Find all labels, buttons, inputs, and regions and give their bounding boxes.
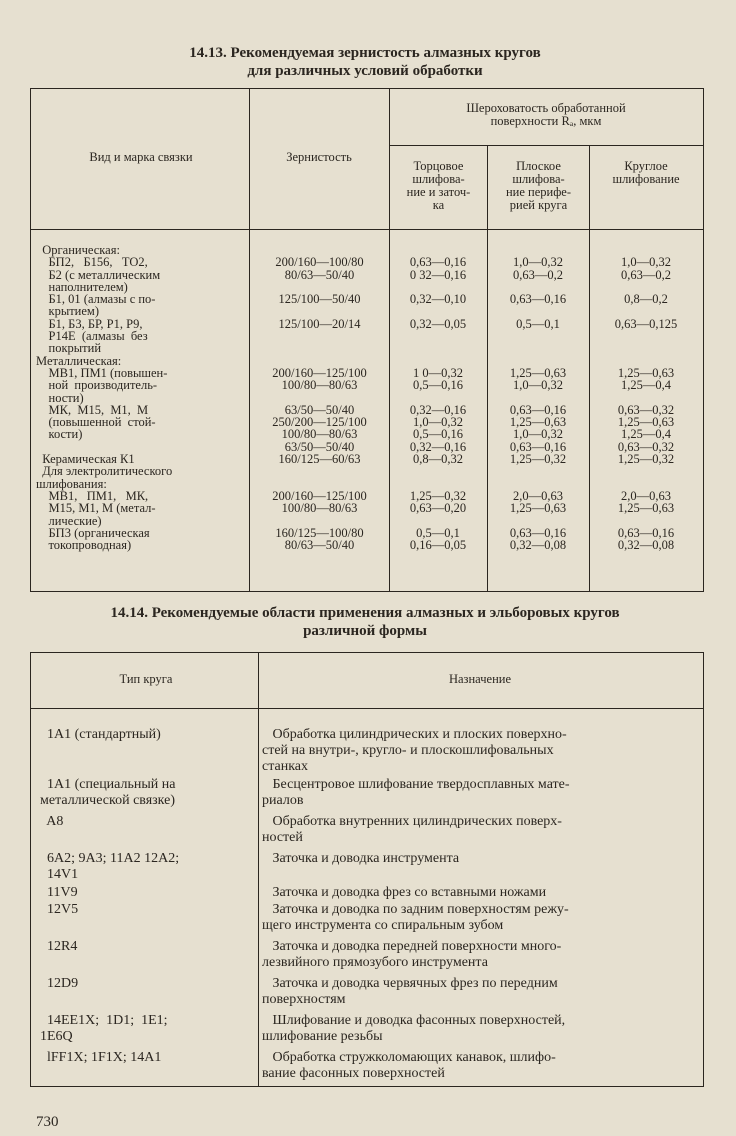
header-round: Круглое шлифование bbox=[612, 159, 680, 186]
table-row-purpose: Заточка и доводка фрез со вставными ножами bbox=[262, 885, 547, 900]
column-face: 0,63—0,16 0 32—0,16 0,32—0,10 0,32—0,05 1 0—0,32 0,5—0,16 0,32—0,16 1,0—0,32 0,5—0,16 0,32—0,16 0,8—0,32 1,25—0,32 0,63—0,20 0,5—0,1 0,16—0,05 bbox=[409, 255, 467, 553]
header-flat: Плоское шлифова- ние перифе- рией круга bbox=[505, 159, 572, 212]
table1-divider bbox=[249, 89, 250, 591]
table-row-type: 11V9 bbox=[40, 885, 78, 900]
table-row-purpose: Бесцентровое шлифование твердосплавных мате- риалов bbox=[262, 777, 570, 808]
table-row-purpose: Обработка внутренних цилиндрических поверх- ностей bbox=[262, 814, 562, 845]
table2-divider bbox=[258, 653, 259, 1086]
table1-header-rule bbox=[31, 229, 703, 230]
table-row-purpose: Обработка стружколомающих канавок, шлифо- вание фасонных поверхностей bbox=[262, 1050, 556, 1081]
table2-header-rule bbox=[31, 708, 703, 709]
table-row-type: A8 bbox=[46, 814, 64, 829]
table1-divider bbox=[389, 145, 703, 146]
table-row-type: 6A2; 9A3; 11A2 12A2; 14V1 bbox=[47, 851, 180, 882]
column-binder: Органическая: БП2, Б156, ТО2, Б2 (с металлическим наполнителем) Б1, 01 (алмазы с по- крытием) Б1, Б3, БР, Р1, Р9, Р14Е (алмазы без покрытий Металлическая: МВ1, ПМ1 (повышен- ной производитель- ности) МК, М15, М1, М (повышенной стой- кости) Керамическая К1 Для электролитического шлифования: МВ1, ПМ1, МК, М15, М1, М (метал- лические) БП3 (органическая токопроводная) bbox=[36, 243, 173, 553]
header-roughness: Шероховатость обработанной поверхности Rₐ, мкм bbox=[466, 101, 626, 128]
table-row-purpose: Заточка и доводка по задним поверхностям режу- щего инструмента со спиральным зубом bbox=[262, 902, 569, 933]
header-face: Торцовое шлифова- ние и заточ- ка bbox=[406, 159, 471, 212]
table-row-type: 1A1 (специальный на металлической связке) bbox=[40, 777, 176, 808]
table-row-type: 14EE1X; 1D1; 1E1; 1E6Q bbox=[40, 1013, 168, 1044]
table-row-type: 12D9 bbox=[47, 976, 79, 991]
table-row-purpose: Заточка и доводка передней поверхности много- лезвийного прямозубого инструмента bbox=[262, 939, 562, 970]
table1-title: 14.13. Рекомендуемая зернистость алмазных кругов для различных условий обработки bbox=[189, 45, 541, 79]
table-row-purpose: Заточка и доводка червячных фрез по передним поверхностям bbox=[262, 976, 558, 1007]
table-row-type: 1A1 (стандартный) bbox=[47, 727, 161, 742]
header-grit: Зернистость bbox=[286, 150, 352, 164]
page-number: 730 bbox=[36, 1114, 59, 1130]
header-purpose: Назначение bbox=[448, 672, 511, 686]
column-round: 1,0—0,32 0,63—0,2 0,8—0,2 0,63—0,125 1,25—0,63 1,25—0,4 0,63—0,32 1,25—0,63 1,25—0,4 0,63—0,32 1,25—0,32 2,0—0,63 1,25—0,63 0,63—0,16 0,32—0,08 bbox=[614, 255, 678, 553]
table-row-type: 12V5 bbox=[47, 902, 79, 917]
header-type: Тип круга bbox=[119, 672, 173, 686]
table-row-type: lFF1X; 1F1X; 14A1 bbox=[47, 1050, 162, 1065]
header-binder: Вид и марка связки bbox=[89, 150, 193, 164]
table2-title: 14.14. Рекомендуемые области применения алмазных и эльборовых кругов различной формы bbox=[110, 605, 620, 639]
table-row-purpose: Шлифование и доводка фасонных поверхностей, шлифование резьбы bbox=[262, 1013, 566, 1044]
column-grit: 200/160—100/80 80/63—50/40 125/100—50/40 125/100—20/14 200/160—125/100 100/80—80/63 63/50—50/40 250/200—125/100 100/80—80/63 63/50—50/40 160/125—60/63 200/160—125/100 100/80—80/63 160/125—100/80 80/63—50/40 bbox=[272, 255, 367, 553]
table-row-type: 12R4 bbox=[47, 939, 78, 954]
column-flat: 1,0—0,32 0,63—0,2 0,63—0,16 0,5—0,1 1,25—0,63 1,0—0,32 0,63—0,16 1,25—0,63 1,0—0,32 0,63—0,16 1,25—0,32 2,0—0,63 1,25—0,63 0,63—0,16 0,32—0,08 bbox=[509, 255, 567, 553]
table-row-purpose: Обработка цилиндрических и плоских поверхно- стей на внутри-, кругло- и плоскошлифовальных станках bbox=[262, 727, 567, 774]
table-row-purpose: Заточка и доводка инструмента bbox=[272, 851, 460, 866]
